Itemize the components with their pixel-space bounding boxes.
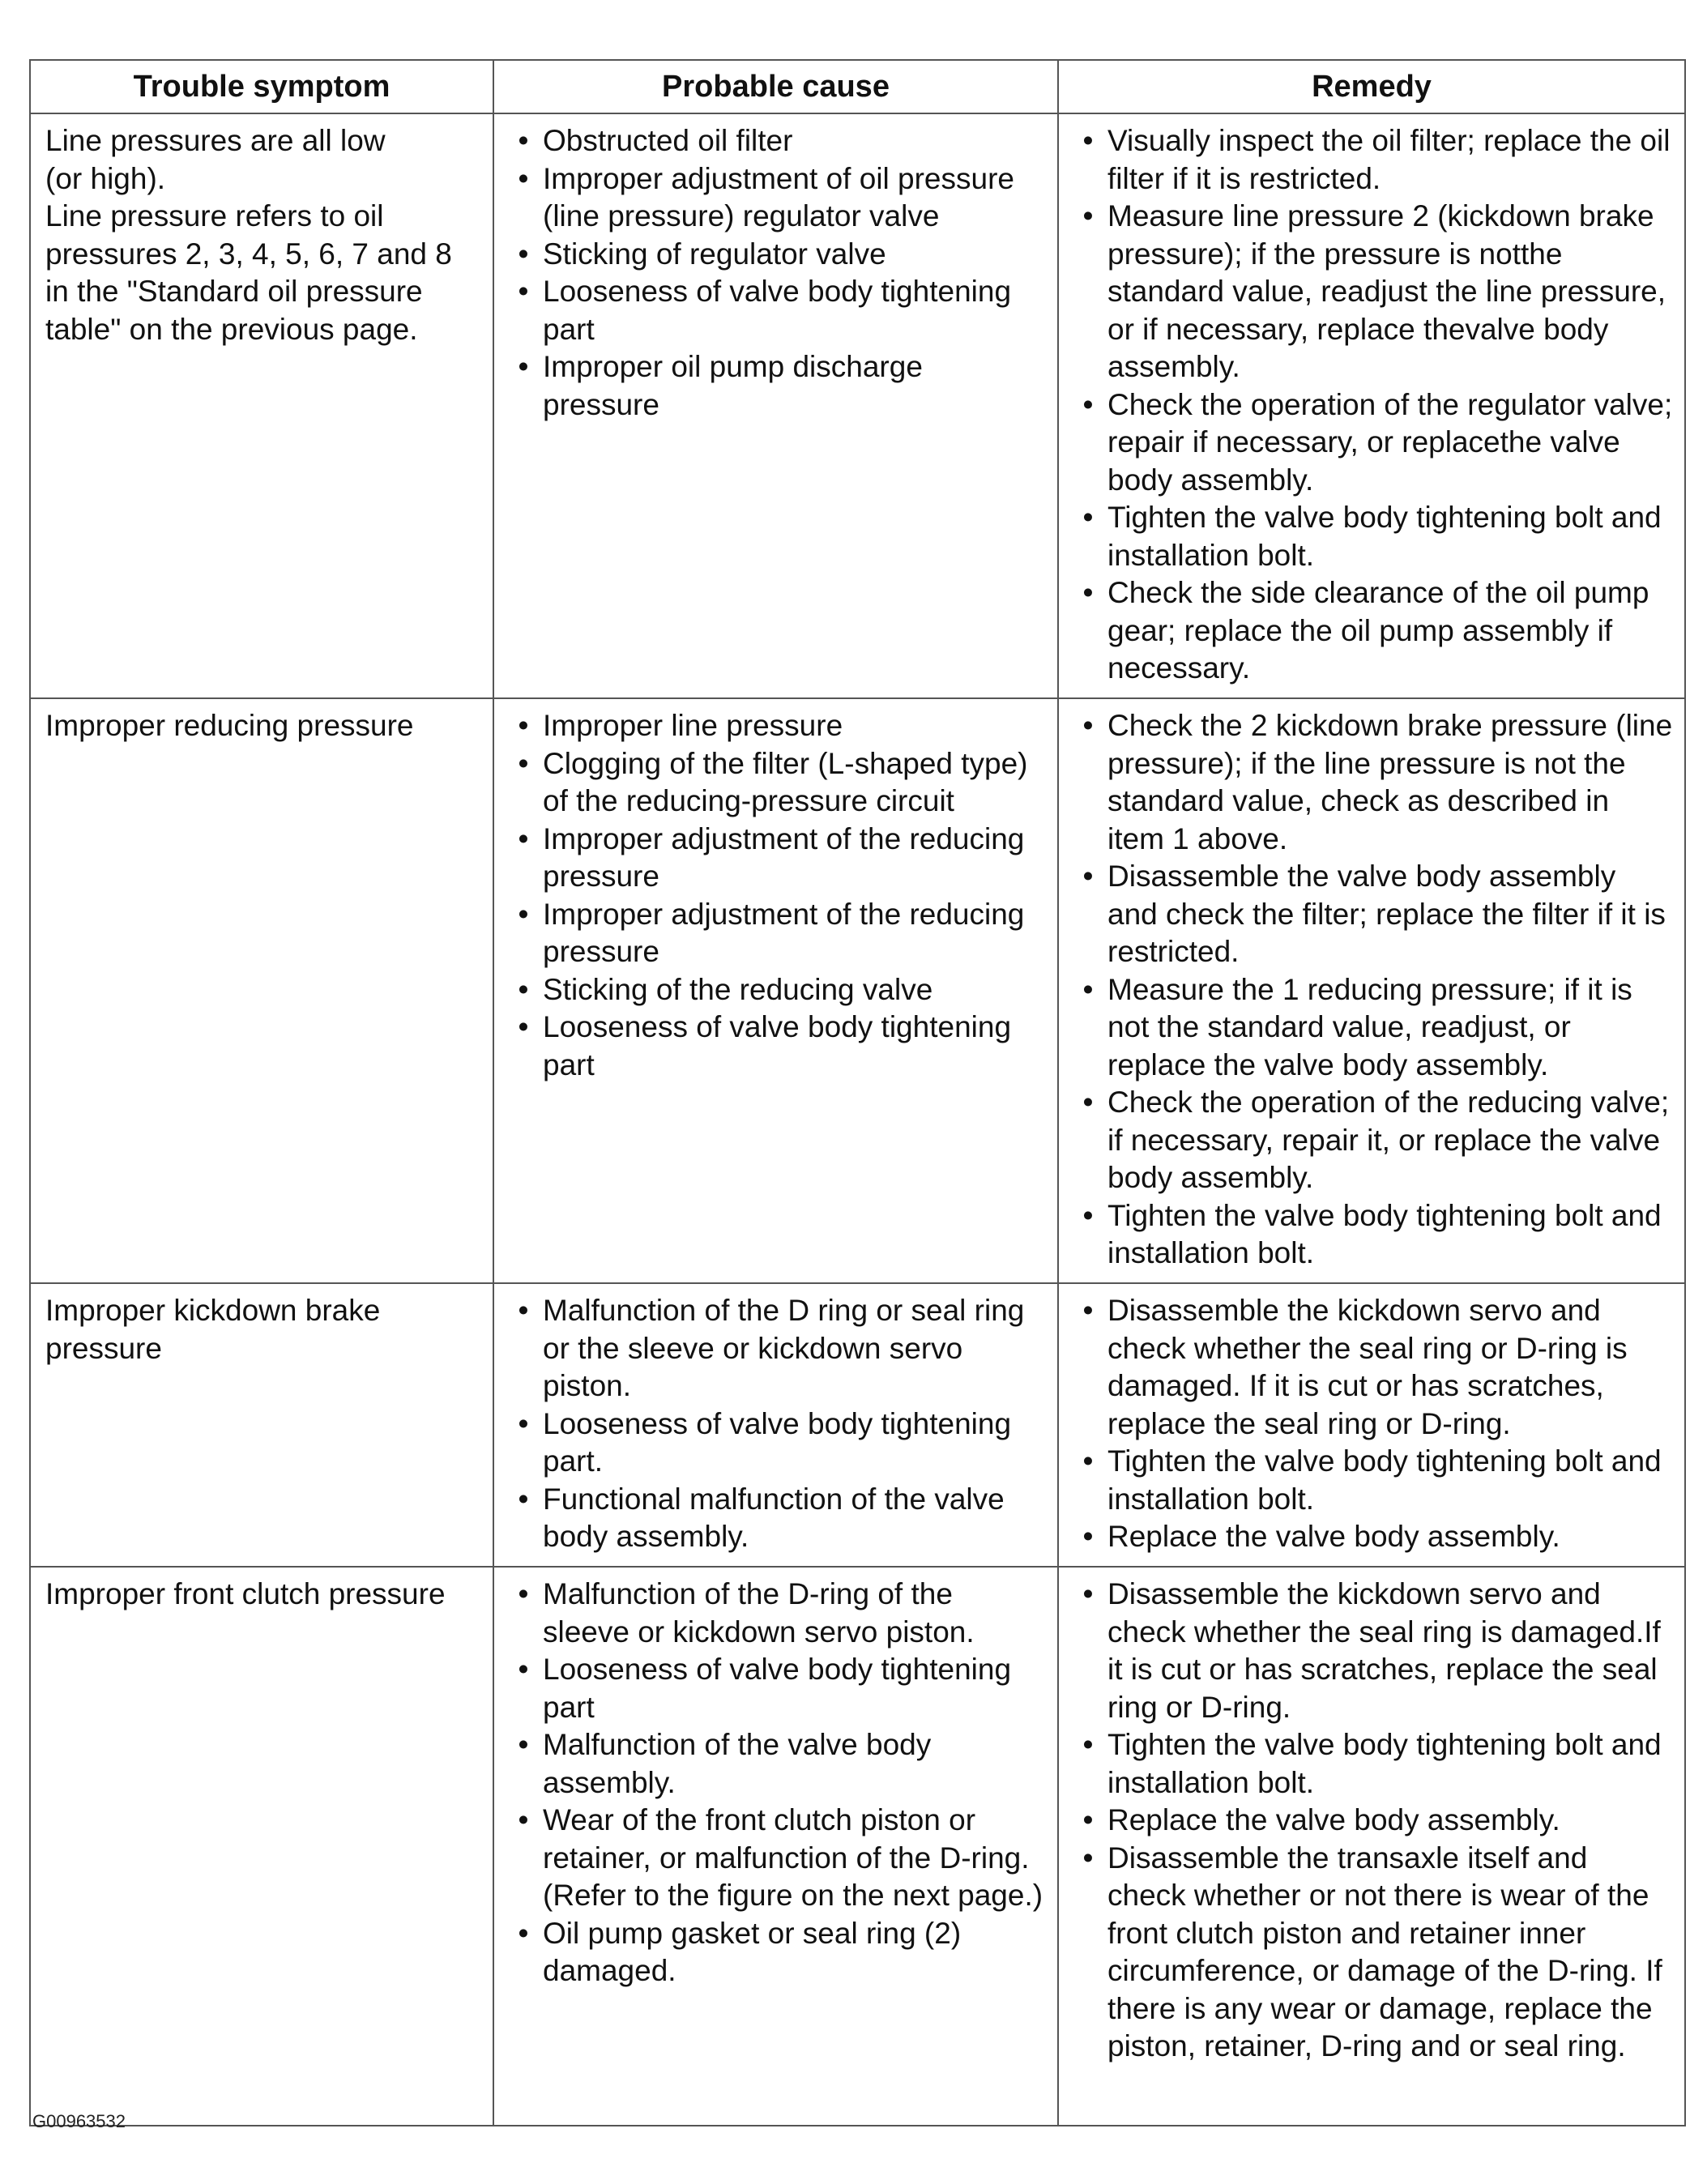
bullet-icon: • bbox=[1082, 1198, 1094, 1232]
bullet-icon: • bbox=[518, 1577, 529, 1610]
probable-cause-text: Looseness of valve body tightening part. bbox=[543, 1406, 1012, 1478]
bullet-icon: • bbox=[1082, 387, 1094, 421]
probable-cause-text: Malfunction of the D ring or seal ring or the sleeve or kickdown servo piston. bbox=[543, 1294, 1025, 1402]
trouble-symptom-text: Improper reducing pressure bbox=[45, 709, 414, 742]
probable-cause-item bbox=[509, 707, 1046, 745]
remedy-item bbox=[1073, 858, 1673, 971]
header-probable-cause: Probable cause bbox=[493, 60, 1058, 113]
probable-cause-cell bbox=[493, 1567, 1058, 2126]
probable-cause-item bbox=[509, 1802, 1046, 1915]
table-row bbox=[30, 1283, 1685, 1567]
remedy-item bbox=[1073, 1292, 1673, 1443]
probable-cause-item bbox=[509, 273, 1046, 348]
remedy-list bbox=[1073, 1292, 1673, 1556]
bullet-icon: • bbox=[518, 746, 529, 780]
probable-cause-item bbox=[509, 1576, 1046, 1651]
probable-cause-text: Functional malfunction of the valve body assembly. bbox=[543, 1482, 1005, 1553]
bullet-icon: • bbox=[518, 1010, 529, 1043]
probable-cause-text: Sticking of the reducing valve bbox=[543, 972, 933, 1006]
remedy-item bbox=[1073, 122, 1673, 198]
table-row bbox=[30, 698, 1685, 1283]
probable-cause-text: Improper oil pump discharge pressure bbox=[543, 350, 923, 421]
header-row bbox=[30, 60, 1685, 113]
probable-cause-item bbox=[509, 971, 1046, 1009]
bullet-icon: • bbox=[1082, 972, 1094, 1006]
remedy-item bbox=[1073, 971, 1673, 1085]
remedy-text: Disassemble the kickdown servo and check whether the seal ring is damaged.If it is cut or has scratches, replace the seal ring or D-ring. bbox=[1107, 1577, 1661, 1724]
probable-cause-item bbox=[509, 1651, 1046, 1726]
probable-cause-cell bbox=[493, 1283, 1058, 1567]
bullet-icon: • bbox=[1082, 1841, 1094, 1875]
remedy-text: Disassemble the valve body assembly and check the filter; replace the filter if it is restricted. bbox=[1107, 860, 1666, 968]
bullet-icon: • bbox=[518, 709, 529, 742]
bullet-icon: • bbox=[1082, 709, 1094, 742]
remedy-cell bbox=[1058, 698, 1685, 1283]
probable-cause-text: Oil pump gasket or seal ring (2) damaged. bbox=[543, 1916, 962, 1987]
probable-cause-list bbox=[509, 1576, 1046, 1990]
bullet-icon: • bbox=[1082, 199, 1094, 232]
probable-cause-item bbox=[509, 821, 1046, 896]
bullet-icon: • bbox=[518, 1653, 529, 1686]
table-row bbox=[30, 1567, 1685, 2126]
bullet-icon: • bbox=[518, 1294, 529, 1327]
probable-cause-item bbox=[509, 160, 1046, 236]
probable-cause-item bbox=[509, 1726, 1046, 1802]
remedy-cell bbox=[1058, 1567, 1685, 2126]
bullet-icon: • bbox=[518, 1482, 529, 1516]
probable-cause-text: Looseness of valve body tightening part bbox=[543, 1010, 1012, 1081]
bullet-icon: • bbox=[518, 350, 529, 383]
probable-cause-item bbox=[509, 1292, 1046, 1406]
remedy-text: Check the side clearance of the oil pump gear; replace the oil pump assembly if necessary. bbox=[1107, 576, 1649, 685]
probable-cause-text: Improper line pressure bbox=[543, 709, 843, 742]
probable-cause-text: Malfunction of the valve body assembly. bbox=[543, 1728, 932, 1799]
remedy-text: Visually inspect the oil filter; replace the oil filter if it is restricted. bbox=[1107, 124, 1671, 195]
bullet-icon: • bbox=[1082, 1086, 1094, 1119]
remedy-text: Check the 2 kickdown brake pressure (line pressure); if the line pressure is not the standard value, check as described in item 1 above. bbox=[1107, 709, 1673, 855]
remedy-item bbox=[1073, 1802, 1673, 1840]
probable-cause-cell bbox=[493, 113, 1058, 698]
remedy-text: Disassemble the transaxle itself and check whether or not there is wear of the front clutch piston and retainer inner circumference, or damage of the D-ring. If there is any wear or damage, replace the piston, retainer, D-ring and or seal ring. bbox=[1107, 1841, 1662, 2062]
remedy-text: Replace the valve body assembly. bbox=[1107, 1520, 1560, 1553]
remedy-text: Tighten the valve body tightening bolt and installation bolt. bbox=[1107, 1444, 1662, 1516]
remedy-text: Measure the 1 reducing pressure; if it is not the standard value, readjust, or replace the valve body assembly. bbox=[1107, 972, 1632, 1081]
probable-cause-item bbox=[509, 1481, 1046, 1556]
probable-cause-item bbox=[509, 1406, 1046, 1481]
remedy-list bbox=[1073, 707, 1673, 1273]
remedy-text: Tighten the valve body tightening bolt and installation bolt. bbox=[1107, 1728, 1662, 1799]
header-remedy: Remedy bbox=[1058, 60, 1685, 113]
probable-cause-list bbox=[509, 707, 1046, 1084]
bullet-icon: • bbox=[518, 1916, 529, 1950]
remedy-text: Tighten the valve body tightening bolt and installation bolt. bbox=[1107, 1198, 1662, 1269]
remedy-cell bbox=[1058, 113, 1685, 698]
table-row bbox=[30, 113, 1685, 698]
probable-cause-text: Obstructed oil filter bbox=[543, 124, 793, 157]
bullet-icon: • bbox=[518, 161, 529, 195]
trouble-symptom-cell bbox=[30, 1283, 493, 1567]
probable-cause-item bbox=[509, 1009, 1046, 1084]
bullet-icon: • bbox=[518, 897, 529, 931]
remedy-item bbox=[1073, 574, 1673, 688]
remedy-item bbox=[1073, 1197, 1673, 1273]
bullet-icon: • bbox=[1082, 1520, 1094, 1553]
probable-cause-text: Sticking of regulator valve bbox=[543, 237, 886, 271]
bullet-icon: • bbox=[1082, 1728, 1094, 1761]
probable-cause-list bbox=[509, 122, 1046, 424]
trouble-symptom-cell bbox=[30, 113, 493, 698]
bullet-icon: • bbox=[1082, 1294, 1094, 1327]
probable-cause-list bbox=[509, 1292, 1046, 1556]
bullet-icon: • bbox=[1082, 1444, 1094, 1478]
figure-id: G00963532 bbox=[32, 2111, 126, 2131]
bullet-icon: • bbox=[1082, 501, 1094, 534]
bullet-icon: • bbox=[518, 972, 529, 1006]
trouble-symptom-text: Improper kickdown brake pressure bbox=[45, 1294, 381, 1365]
remedy-list bbox=[1073, 122, 1673, 688]
remedy-text: Check the operation of the regulator valve; repair if necessary, or replacethe valve body assembly. bbox=[1107, 387, 1673, 497]
troubleshooting-table bbox=[29, 59, 1686, 2126]
remedy-text: Check the operation of the reducing valve; if necessary, repair it, or replace the valve body assembly. bbox=[1107, 1086, 1670, 1194]
probable-cause-text: Looseness of valve body tightening part bbox=[543, 275, 1012, 346]
bullet-icon: • bbox=[1082, 1577, 1094, 1610]
remedy-text: Measure line pressure 2 (kickdown brake pressure); if the pressure is notthe standard value, readjust the line pressure, or if necessary, replace thevalve body assembly. bbox=[1107, 199, 1666, 383]
bullet-icon: • bbox=[518, 1803, 529, 1836]
remedy-item bbox=[1073, 1443, 1673, 1518]
probable-cause-item bbox=[509, 122, 1046, 160]
probable-cause-cell bbox=[493, 698, 1058, 1283]
probable-cause-item bbox=[509, 348, 1046, 424]
trouble-symptom-text: Line pressures are all low (or high). Line pressure refers to oil pressures 2, 3, 4, 5, 6, 7 and 8 in the "Standard oil pressure table" on the previous page. bbox=[45, 124, 452, 346]
probable-cause-item bbox=[509, 896, 1046, 971]
bullet-icon: • bbox=[518, 124, 529, 157]
probable-cause-text: Improper adjustment of oil pressure (line pressure) regulator valve bbox=[543, 161, 1014, 232]
remedy-item bbox=[1073, 386, 1673, 500]
bullet-icon: • bbox=[1082, 860, 1094, 893]
probable-cause-item bbox=[509, 745, 1046, 821]
remedy-item bbox=[1073, 1840, 1673, 2066]
probable-cause-text: Improper adjustment of the reducing pressure bbox=[543, 821, 1025, 893]
probable-cause-text: Looseness of valve body tightening part bbox=[543, 1653, 1012, 1724]
trouble-symptom-text: Improper front clutch pressure bbox=[45, 1577, 446, 1610]
trouble-symptom-cell bbox=[30, 698, 493, 1283]
bullet-icon: • bbox=[518, 275, 529, 308]
remedy-item bbox=[1073, 1084, 1673, 1197]
probable-cause-text: Clogging of the filter (L-shaped type) of the reducing-pressure circuit bbox=[543, 746, 1028, 817]
header-trouble-symptom: Trouble symptom bbox=[30, 60, 493, 113]
remedy-list bbox=[1073, 1576, 1673, 2066]
bullet-icon: • bbox=[1082, 124, 1094, 157]
remedy-item bbox=[1073, 1576, 1673, 1726]
probable-cause-text: Improper adjustment of the reducing pressure bbox=[543, 897, 1025, 968]
remedy-cell bbox=[1058, 1283, 1685, 1567]
bullet-icon: • bbox=[518, 237, 529, 271]
remedy-item bbox=[1073, 1518, 1673, 1556]
bullet-icon: • bbox=[518, 821, 529, 855]
remedy-text: Replace the valve body assembly. bbox=[1107, 1803, 1560, 1836]
probable-cause-text: Malfunction of the D-ring of the sleeve or kickdown servo piston. bbox=[543, 1577, 975, 1649]
bullet-icon: • bbox=[1082, 576, 1094, 609]
remedy-text: Disassemble the kickdown servo and check whether the seal ring or D-ring is damaged. If it is cut or has scratches, replace the seal ring or D-ring. bbox=[1107, 1294, 1628, 1440]
bullet-icon: • bbox=[1082, 1803, 1094, 1836]
trouble-symptom-cell bbox=[30, 1567, 493, 2126]
remedy-item bbox=[1073, 1726, 1673, 1802]
remedy-item bbox=[1073, 707, 1673, 858]
probable-cause-item bbox=[509, 1915, 1046, 1990]
remedy-item bbox=[1073, 198, 1673, 386]
remedy-text: Tighten the valve body tightening bolt and installation bolt. bbox=[1107, 501, 1662, 572]
remedy-item bbox=[1073, 499, 1673, 574]
bullet-icon: • bbox=[518, 1728, 529, 1761]
probable-cause-text: Wear of the front clutch piston or retainer, or malfunction of the D-ring. (Refer to the figure on the next page.) bbox=[543, 1803, 1043, 1912]
probable-cause-item bbox=[509, 236, 1046, 274]
bullet-icon: • bbox=[518, 1406, 529, 1440]
